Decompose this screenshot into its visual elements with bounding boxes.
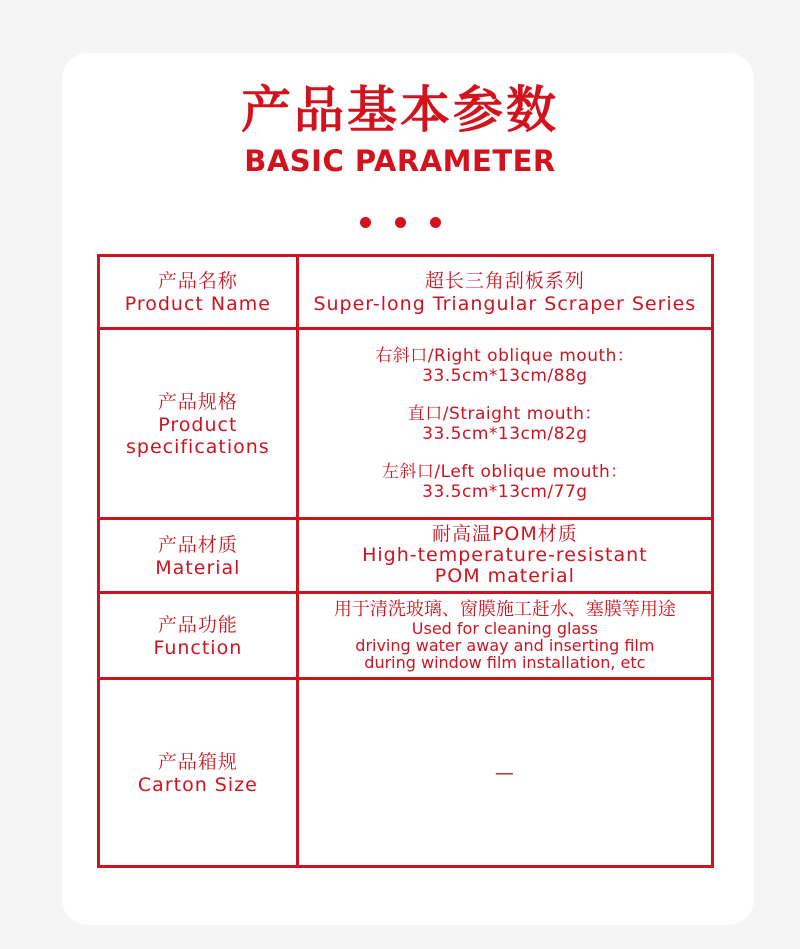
label-cn: 产品规格: [157, 390, 238, 413]
label-en: Product: [158, 413, 238, 436]
label-en: specifications: [125, 435, 270, 458]
spec-value: 33.5cm*13cm/82g: [422, 423, 588, 444]
label-en: Product Name: [124, 293, 271, 315]
value-en: High-temperature-resistant: [362, 544, 648, 566]
page-title-cn: 产品基本参数: [241, 81, 559, 139]
dot-icon: [360, 217, 371, 228]
label-cn: 产品名称: [157, 270, 238, 292]
dot-icon: [395, 217, 406, 228]
value-en: POM material: [434, 565, 575, 587]
spec-name: 直口/Straight mouth：: [407, 403, 602, 424]
page-title-en: BASIC PARAMETER: [244, 144, 556, 178]
label-cn: 产品功能: [157, 613, 238, 636]
row-function: [99, 593, 713, 679]
dot-icon: [430, 217, 441, 228]
label-product-name: [99, 256, 298, 329]
label-cn: 产品材质: [157, 533, 238, 556]
label-en: Material: [155, 556, 241, 579]
value-specifications: [297, 329, 712, 519]
value-en: driving water away and inserting film: [355, 636, 655, 655]
spec-name: 右斜口/Right oblique mouth：: [375, 345, 635, 366]
spec-value: 33.5cm*13cm/88g: [422, 365, 588, 386]
spec-item: [299, 462, 711, 502]
label-material: [99, 519, 298, 593]
value-carton-size: [297, 679, 712, 867]
value-en: Used for cleaning glass: [411, 619, 598, 638]
value-en: Super-long Triangular Scraper Series: [313, 293, 697, 315]
label-specifications: [99, 329, 298, 519]
label-cn: 产品箱规: [157, 750, 238, 773]
value-product-name: [297, 256, 712, 329]
row-product-name: [99, 256, 713, 329]
label-en: Function: [153, 636, 243, 659]
row-specifications: [99, 329, 713, 519]
value-cn: 耐高温POM材质: [431, 523, 578, 545]
spec-item: [299, 346, 711, 386]
label-carton-size: [99, 679, 298, 867]
parameter-table: [97, 254, 714, 868]
spec-value: 33.5cm*13cm/77g: [422, 481, 588, 502]
decorative-dots: [0, 213, 800, 232]
value-cn: 用于清洗玻璃、窗膜施工赶水、塞膜等用途: [333, 599, 676, 620]
spec-item: [299, 404, 711, 444]
row-carton-size: [99, 679, 713, 867]
label-function: [99, 593, 298, 679]
label-en: Carton Size: [137, 773, 258, 796]
spec-name: 左斜口/Left oblique mouth：: [381, 461, 628, 482]
value-function: [297, 593, 712, 679]
value-text: —: [494, 761, 515, 784]
value-cn: 超长三角刮板系列: [424, 270, 585, 292]
value-en: during window film installation, etc: [364, 653, 646, 672]
row-material: [99, 519, 713, 593]
value-material: [297, 519, 712, 593]
